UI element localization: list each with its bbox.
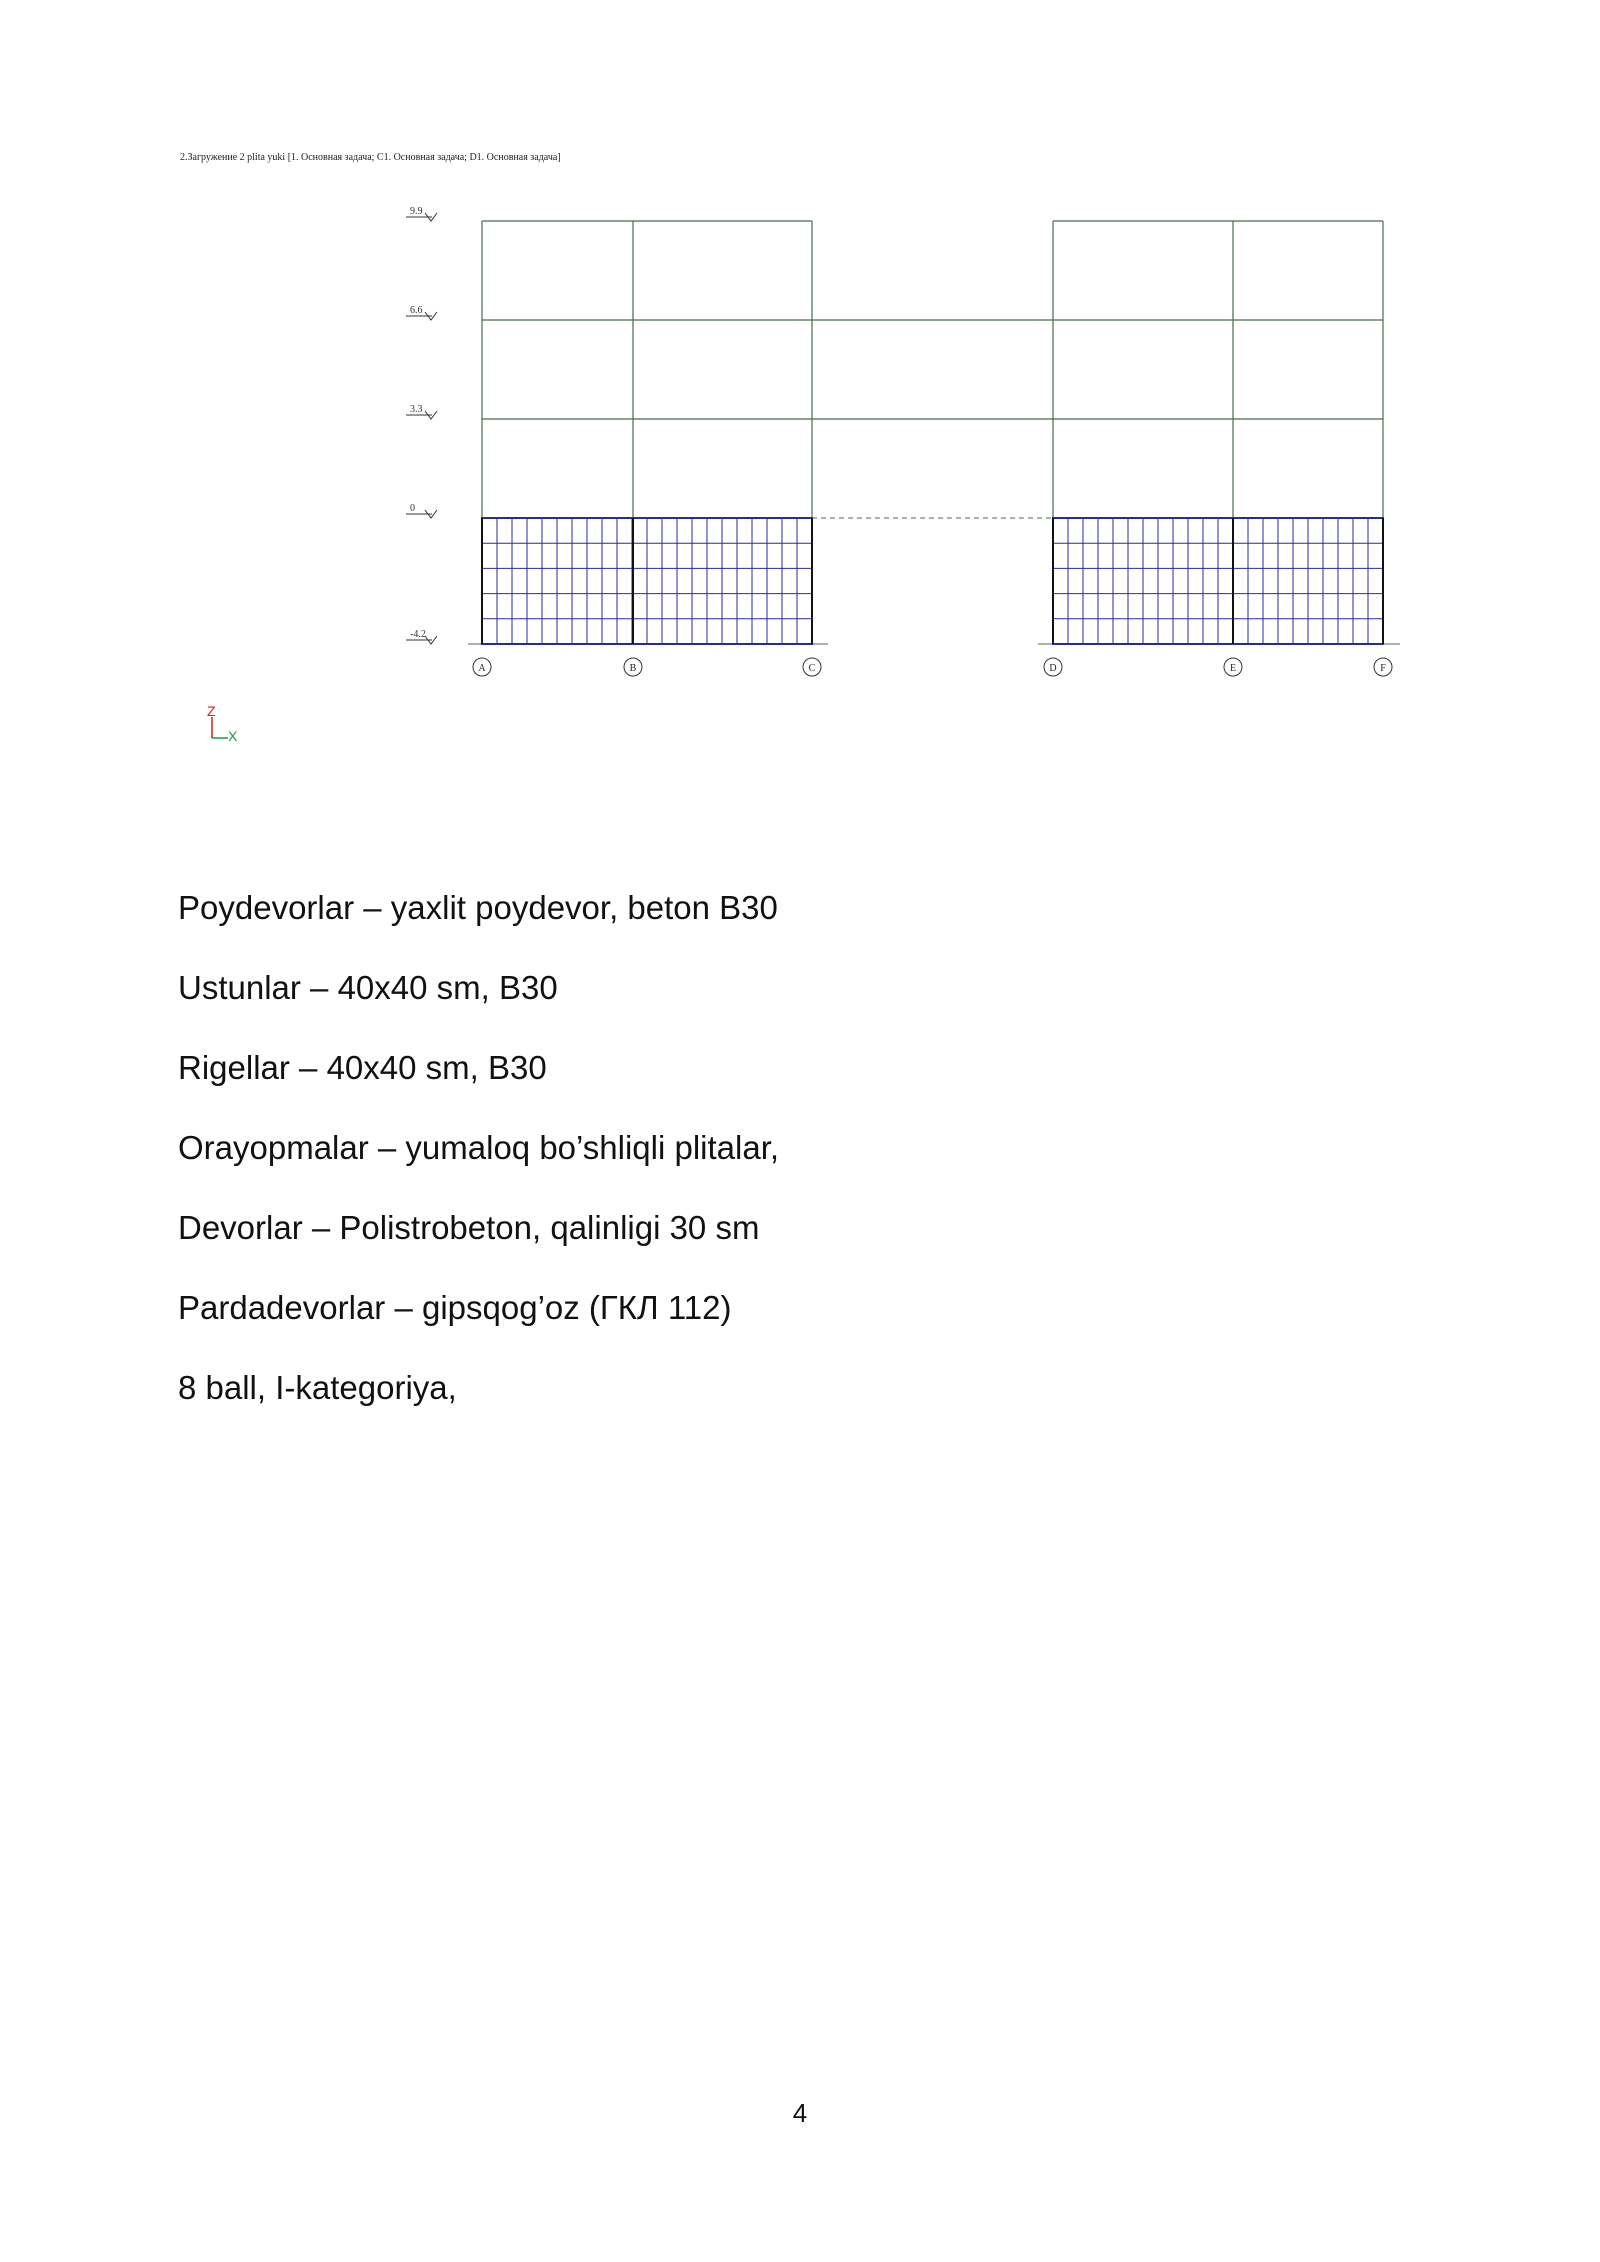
coordinate-triad-icon	[207, 703, 238, 744]
structural-frame-diagram	[0, 0, 1600, 800]
axis-label: E	[1229, 663, 1237, 674]
axis-label: B	[629, 663, 637, 674]
level-marks	[406, 206, 437, 644]
axis-label: D	[1049, 663, 1057, 674]
triad-z-label: Z	[207, 703, 216, 719]
triad-x-label: X	[228, 728, 238, 744]
text-line-slabs: Orayopmalar – yumaloq bo’shliqli plitalar,	[178, 1129, 780, 1166]
text-line-columns: Ustunlar – 40x40 sm, B30	[178, 969, 558, 1006]
level-label: 9.9	[410, 206, 423, 217]
level-label: 6.6	[410, 305, 423, 316]
description-list	[178, 868, 779, 1428]
level-label: -4.2	[410, 629, 426, 640]
text-line-walls: Devorlar – Polistrobeton, qalinligi 30 sm	[178, 1209, 760, 1246]
foundation-mesh	[482, 518, 1383, 644]
axis-label: F	[1380, 663, 1386, 674]
axis-label: C	[808, 663, 816, 674]
figure-title: 2.Загружение 2 plita yuki [1. Основная задача; C1. Основная задача; D1. Основная задача]	[180, 152, 561, 163]
text-line-partitions: Pardadevorlar – gipsqog’oz (ГКЛ 112)	[178, 1289, 732, 1326]
level-label: 3.3	[410, 404, 423, 415]
level-label: 0	[410, 503, 415, 514]
text-line-beams: Rigellar – 40x40 sm, B30	[178, 1049, 547, 1086]
page-number: 4	[792, 2098, 808, 2128]
axis-label: A	[478, 663, 486, 674]
text-line-foundations: Poydevorlar – yaxlit poydevor, beton B30	[178, 889, 778, 926]
frame-lines	[468, 221, 1400, 644]
axis-marks	[473, 658, 1392, 676]
text-line-seismic: 8 ball, I-kategoriya,	[178, 1369, 457, 1406]
